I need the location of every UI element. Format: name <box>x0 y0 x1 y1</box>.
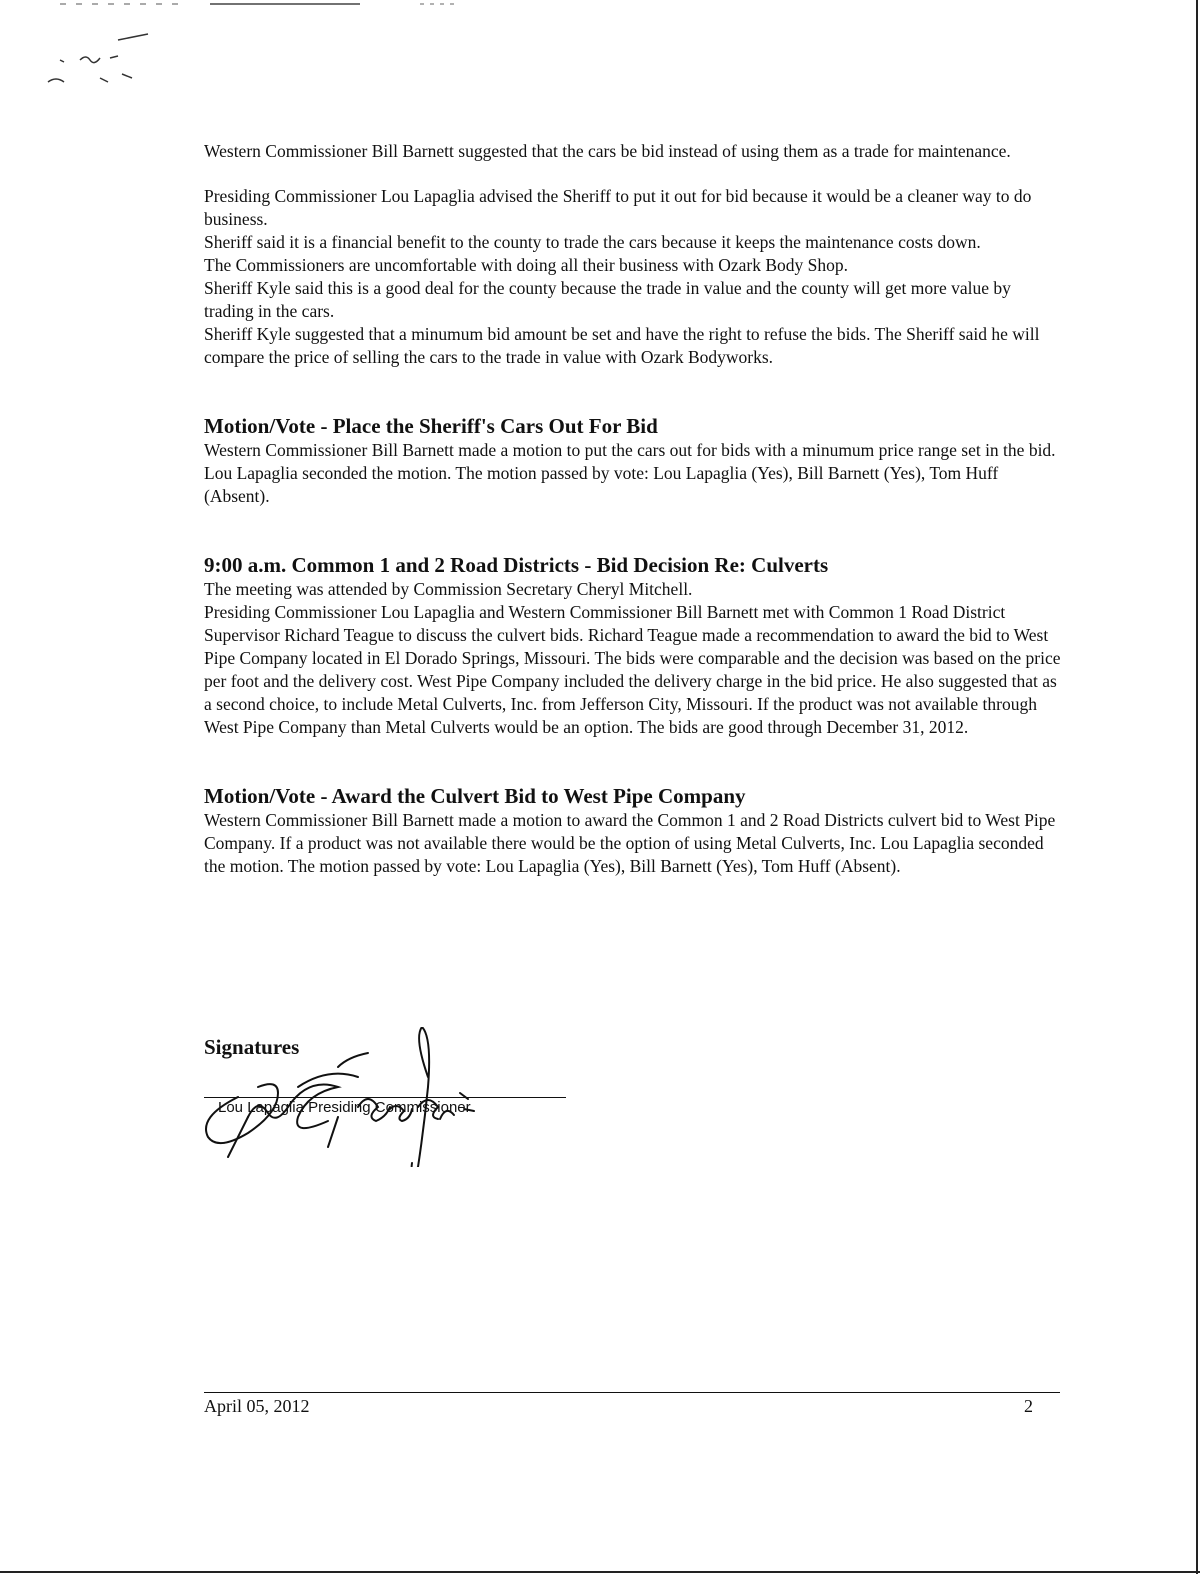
body-paragraph: Western Commissioner Bill Barnett suggested that the cars be bid instead of using them as a trade for maintenance. <box>204 141 1011 161</box>
scan-edge-right <box>1196 0 1198 1574</box>
body-paragraph: Sheriff Kyle suggested that a minumum bid amount be set and have the right to refuse the bids. The Sheriff said he will compare the price of selling the cars to the trade in value with Ozark Bodyworks. <box>204 324 1040 367</box>
body-paragraph: Sheriff said it is a financial benefit to the county to trade the cars because it keeps the maintenance costs down. <box>204 232 981 252</box>
scan-edge-bottom <box>0 1568 1200 1574</box>
stamp-marks <box>40 30 150 100</box>
signature-caption: Lou Lapaglia Presiding Commissioner <box>218 1099 471 1116</box>
page-number: 2 <box>1024 1396 1033 1416</box>
handwritten-signature <box>178 1027 498 1167</box>
footer-rule <box>204 1392 1060 1393</box>
section-motion-culvert-bid <box>204 783 1064 878</box>
section-heading: 9:00 a.m. Common 1 and 2 Road Districts - Bid Decision Re: Culverts <box>204 553 829 577</box>
body-paragraph: Presiding Commissioner Lou Lapaglia advised the Sheriff to put it out for bid because it would be a cleaner way to do business. <box>204 186 1032 229</box>
signature-block <box>204 1035 584 1155</box>
section-paragraph: The meeting was attended by Commission Secretary Cheryl Mitchell. <box>204 579 693 599</box>
scan-edge-top <box>0 0 1200 8</box>
body-paragraph: The Commissioners are uncomfortable with doing all their business with Ozark Body Shop. <box>204 255 848 275</box>
document-body <box>204 140 1064 878</box>
body-paragraph: Sheriff Kyle said this is a good deal for the county because the trade in value and the county will get more value by trading in the cars. <box>204 278 1011 321</box>
section-motion-cars-bid <box>204 413 1064 508</box>
section-paragraph: Western Commissioner Bill Barnett made a motion to put the cars out for bids with a minumum price range set in the bid. Lou Lapaglia seconded the motion. The motion passed by vote: Lou Lapaglia (Yes), Bill Barnett (Yes), Tom Huff (Absent). <box>204 440 1056 506</box>
section-heading: Motion/Vote - Place the Sheriff's Cars Out For Bid <box>204 414 658 438</box>
section-heading: Motion/Vote - Award the Culvert Bid to West Pipe Company <box>204 784 746 808</box>
section-culverts-meeting <box>204 552 1064 739</box>
section-paragraph: Western Commissioner Bill Barnett made a motion to award the Common 1 and 2 Road Districts culvert bid to West Pipe Company. If a product was not available there would be the option of using Metal Culverts, Inc. Lou Lapaglia seconded the motion. The motion passed by vote: Lou Lapaglia (Yes), Bill Barnett (Yes), Tom Huff (Absent). <box>204 810 1056 876</box>
section-paragraph: Presiding Commissioner Lou Lapaglia and Western Commissioner Bill Barnett met with Common 1 Road District Supervisor Richard Teague to discuss the culvert bids. Richard Teague made a recommendation to award the bid to West Pipe Company located in El Dorado Springs, Missouri. The bids were comparable and the decision was based on the price per foot and the delivery cost. West Pipe Company included the delivery charge in the bid price. He also suggested that as a second choice, to include Metal Culverts, Inc. from Jefferson City, Missouri. If the product was not available through West Pipe Company than Metal Culverts would be an option. The bids are good through December 31, 2012. <box>204 602 1061 737</box>
discussion-block <box>204 185 1064 369</box>
signatures-heading: Signatures <box>204 1035 300 1059</box>
footer-date: April 05, 2012 <box>204 1396 310 1416</box>
